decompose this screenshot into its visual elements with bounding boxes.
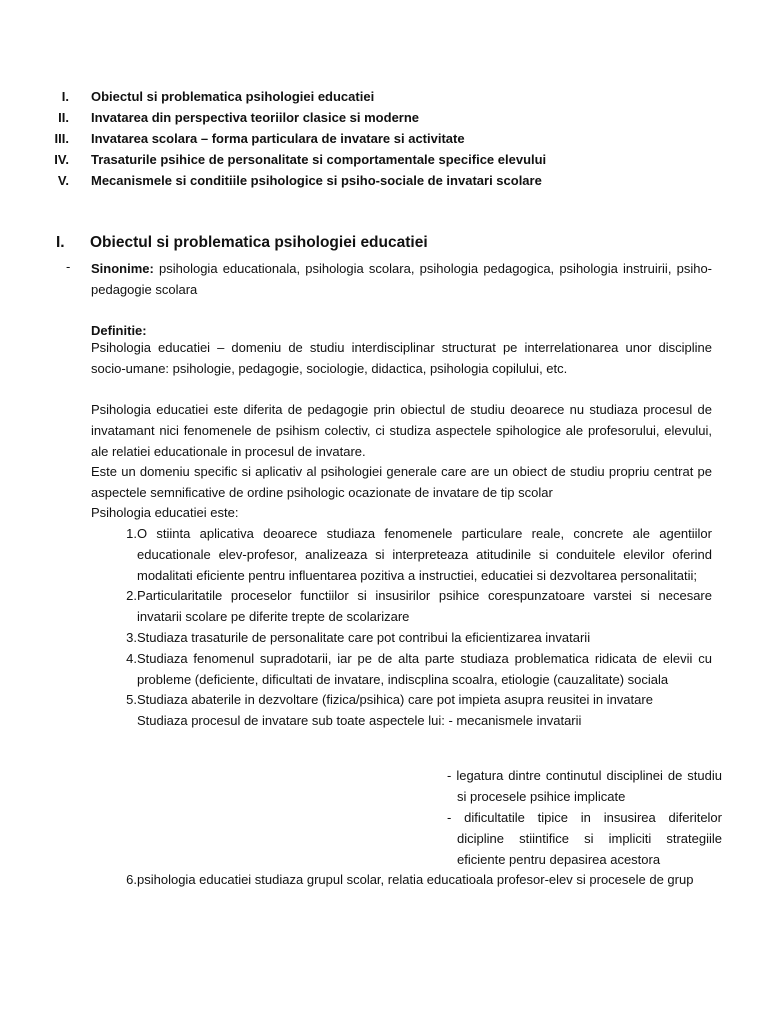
synonyms-paragraph: [91, 259, 712, 301]
section-title: Obiectul si problematica psihologiei educatiei: [90, 234, 428, 251]
definition-text: Psihologia educatiei – domeniu de studiu interdisciplinar structurat pe interrelationarea unor discipline socio-umane: psihologie, pedagogie, sociologie, didactica, psihologia copilului, etc.: [91, 340, 712, 376]
toc-item: [40, 107, 720, 128]
toc-title: Mecanismele si conditiile psihologice si psiho-sociale de invatari scolare: [91, 173, 542, 188]
toc-title: Invatarea scolara – forma particulara de invatare si activitate: [91, 131, 465, 146]
list-item: [91, 628, 712, 649]
list-item: [91, 524, 712, 586]
list-item-text: psihologia educatiei studiaza grupul scolar, relatia educatioala profesor-elev si procesele de grup: [137, 872, 694, 887]
toc-item: [40, 128, 720, 149]
sub-list-item: - legatura dintre continutul disciplinei de studiu si procesele psihice implicate: [447, 768, 722, 804]
list-item-text: Studiaza trasaturile de personalitate care pot contribui la eficientizarea invatarii: [137, 629, 591, 645]
list-number: 4.: [126, 650, 137, 666]
list-item-text-line2: Studiaza procesul de invatare sub toate aspectele lui: - mecanismele invatarii: [137, 713, 582, 729]
toc-title: Obiectul si problematica psihologiei educatiei: [91, 89, 375, 104]
toc-number: I.: [61, 89, 69, 104]
paragraph: Psihologia educatiei este:: [91, 505, 239, 520]
list-item: [91, 870, 712, 891]
list-number: 6.: [126, 872, 137, 887]
section-heading: [56, 234, 428, 252]
toc-number: II.: [58, 110, 69, 125]
list-item: [91, 690, 712, 732]
numbered-list: [91, 524, 712, 732]
list-item: [91, 586, 712, 628]
list-number: 2.: [126, 588, 137, 604]
toc-item: [40, 86, 720, 107]
list-item-text: Studiaza fenomenul supradotarii, iar pe de alta parte studiaza problematica ridicata de elevii cu probleme (deficiente, dificultati de invatare, indiscplina scoalra, etiologie (cauzalitate) sociala: [137, 650, 712, 687]
toc-number: V.: [57, 173, 69, 188]
paragraph: Este un domeniu specific si aplicativ al psihologiei generale care are un obiect de studiu propriu centrat pe aspectele semnificative de ordine psihologic ocazionate de invatare de tip scolar: [91, 464, 712, 500]
list-item-text: Studiaza abaterile in dezvoltare (fizica/psihica) care pot impieta asupra reusitei in invatare: [137, 692, 653, 708]
toc-item: [40, 149, 720, 170]
section-number: I.: [56, 234, 65, 251]
list-item: [91, 649, 712, 691]
synonyms-label: Sinonime:: [91, 261, 154, 276]
toc-number: IV.: [54, 152, 69, 167]
toc-title: Invatarea din perspectiva teoriilor clasice si moderne: [91, 110, 420, 125]
toc-number: III.: [54, 131, 69, 146]
list-number: 5.: [126, 692, 137, 708]
definition-title: Definitie:: [91, 323, 147, 338]
toc-title: Trasaturile psihice de personalitate si comportamentale specifice elevului: [91, 152, 547, 167]
list-number: 3.: [126, 629, 137, 645]
toc-item: [40, 170, 720, 191]
bullet-dash: -: [66, 259, 71, 274]
sub-list-item: - dificultatile tipice in insusirea diferitelor dicipline stiintifice si impliciti strategiile eficiente pentru depasirea acestora: [447, 810, 722, 867]
list-number: 1.: [126, 526, 137, 541]
synonyms-text: psihologia educationala, psihologia scolara, psihologia pedagogica, psihologia instruirii, psiho-pedagogie scolara: [91, 261, 712, 297]
paragraph: Psihologia educatiei este diferita de pedagogie prin obiectul de studiu deoarece nu studiaza procesul de invatamant nici fenomenele de psihism colectiv, ci studiza aspectele spihologice ale profesorului, elevului, ale relatiei educationale in procesul de invatare.: [91, 402, 712, 459]
list-item-text: Particularitatile proceselor functiilor si insusirilor psihice corespunzatoare varstei si necesare invatarii scolare pe diferite trepte de scolarizare: [137, 588, 712, 625]
list-item-text: O stiinta aplicativa deoarece studiaza fenomenele particulare reale, concrete ale agentiilor educationale elev-profesor, analizeaza si interpreteaza atitudinile si conduitele elevilor oferind modalitati eficiente pentru influentarea pozitiva a instructiei, educatiei si dezvoltarea personalitatii;: [137, 526, 712, 583]
table-of-contents: [40, 86, 720, 191]
